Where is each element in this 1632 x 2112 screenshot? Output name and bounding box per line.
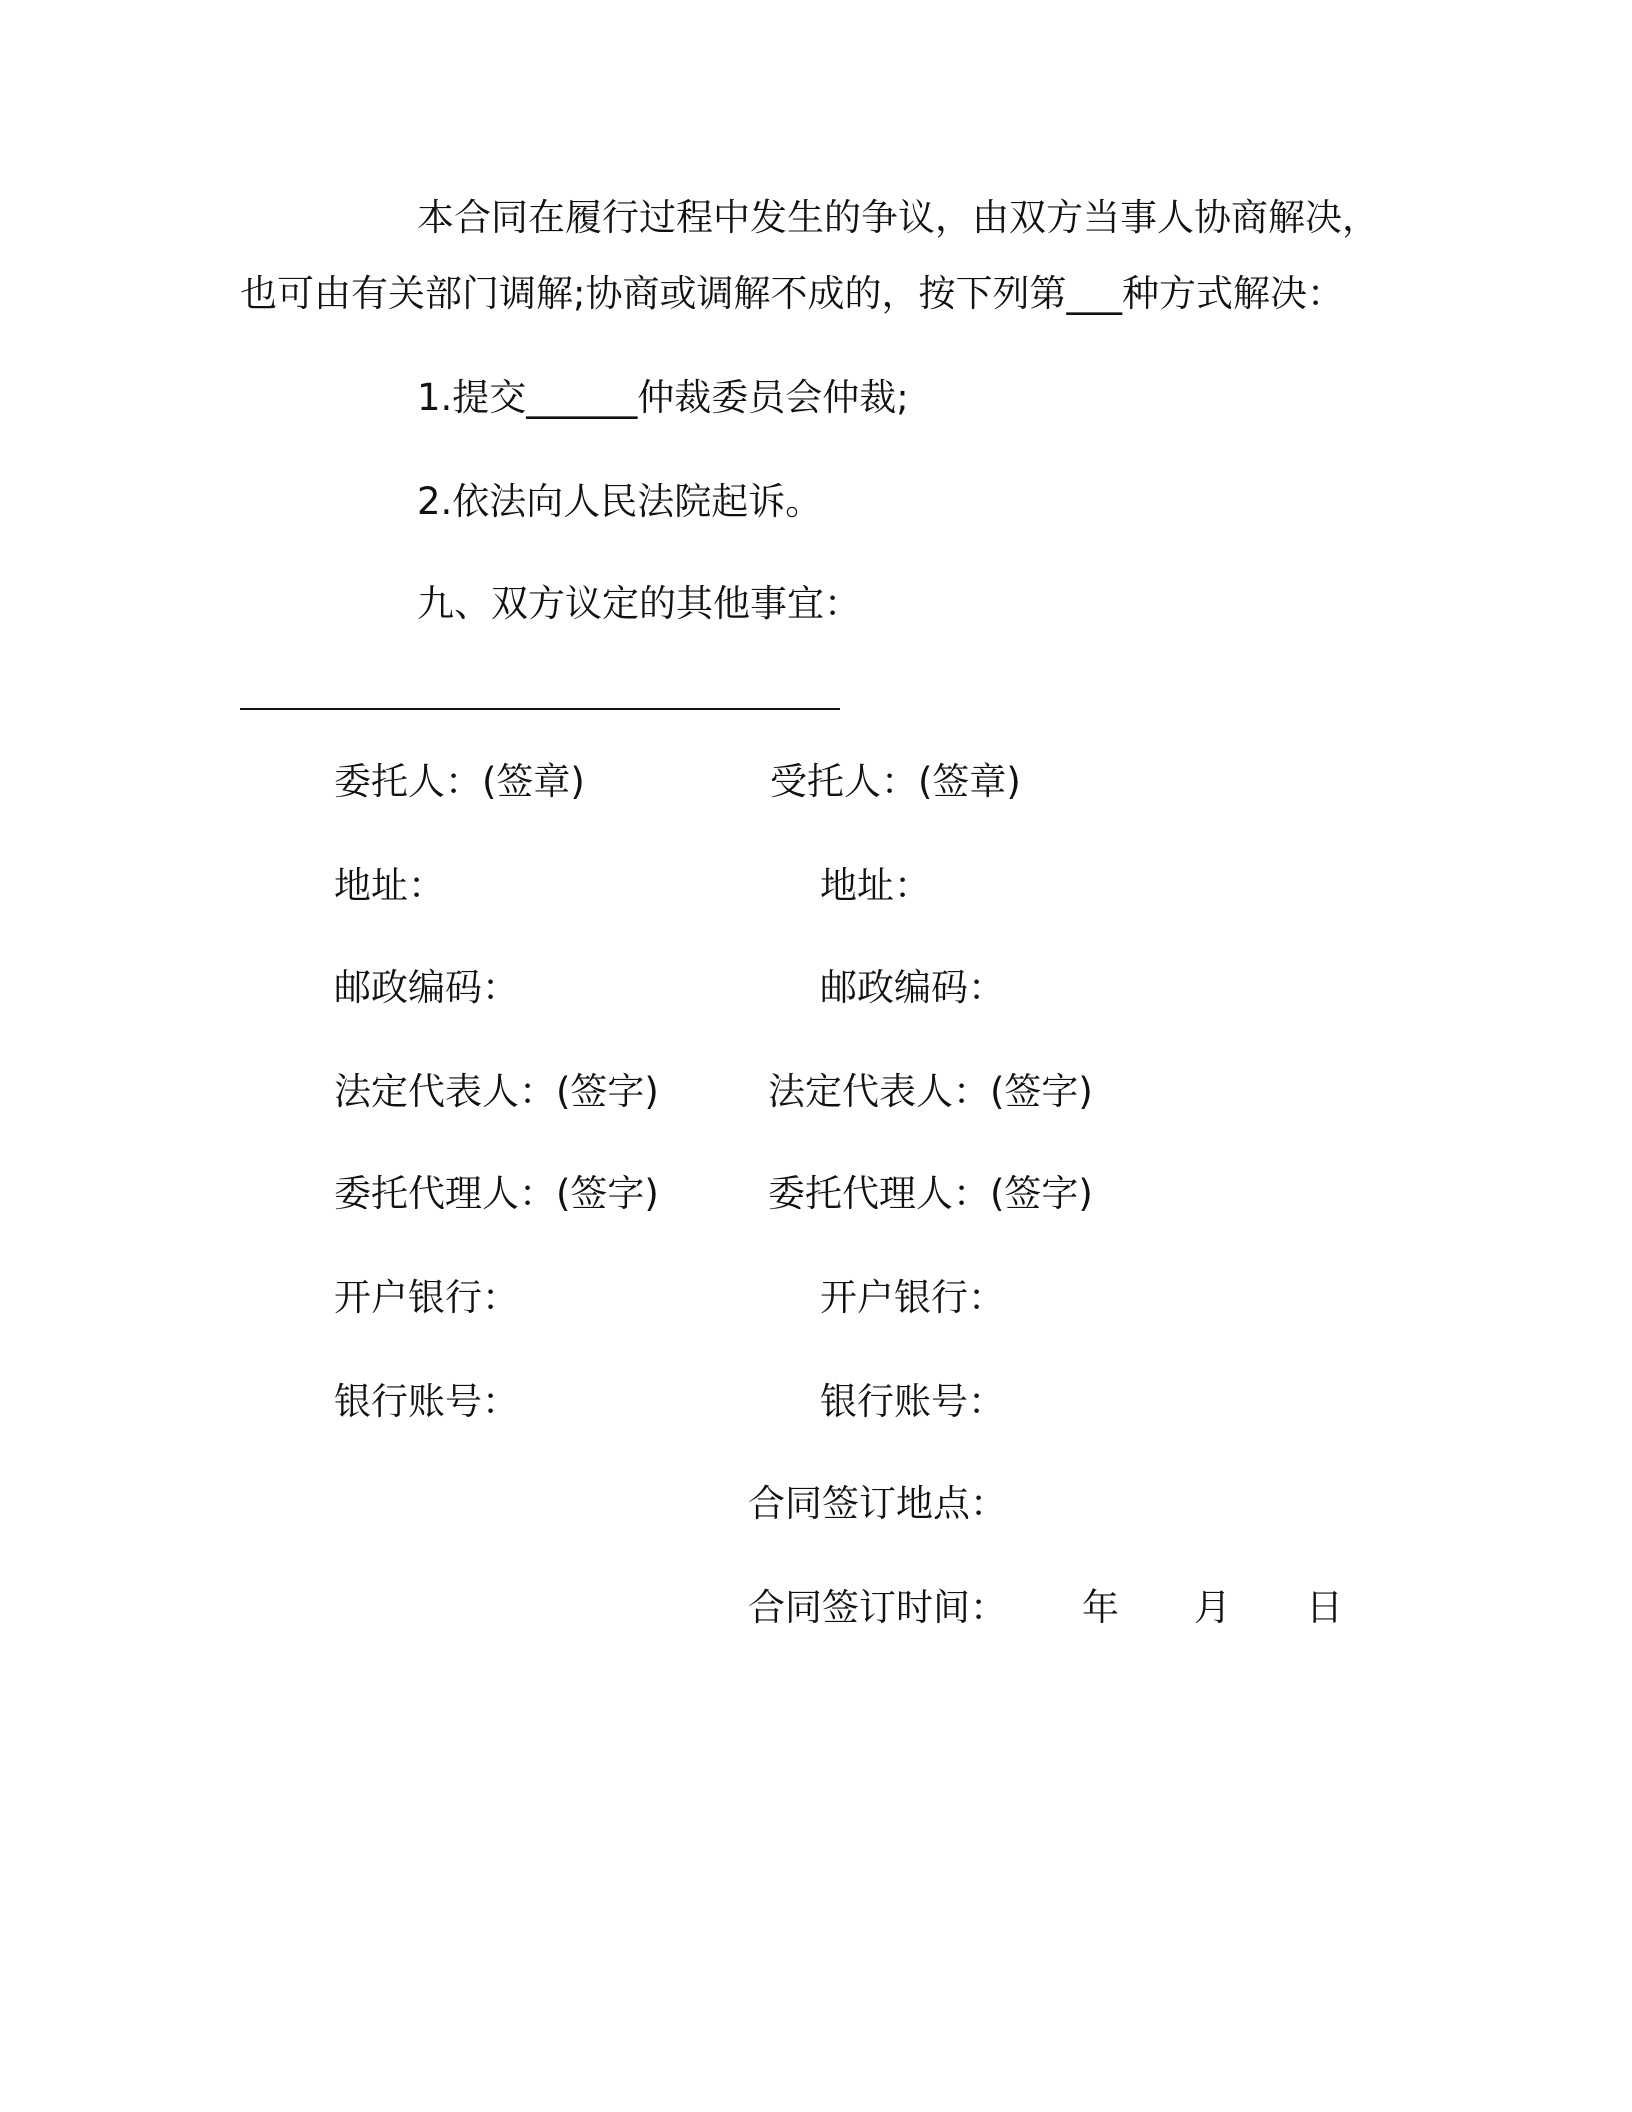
- trustee-seal-label: 受托人：(签章): [770, 760, 1021, 803]
- principal-seal-label: 委托人：(签章): [334, 760, 585, 803]
- dispute-paragraph-line-2: 也可由有关部门调解;协商或调解不成的，按下列第___种方式解决：: [240, 272, 1344, 315]
- principal-postal-code-label: 邮政编码：: [334, 966, 519, 1009]
- principal-account-label: 银行账号：: [334, 1380, 519, 1423]
- dispute-option-2: 2.依法向人民法院起诉。: [417, 480, 823, 523]
- trustee-agent-label: 委托代理人：(签字): [768, 1172, 1093, 1215]
- signing-place-label: 合同签订地点：: [748, 1482, 1007, 1525]
- trustee-postal-code-label: 邮政编码：: [820, 966, 1005, 1009]
- trustee-address-label: 地址：: [820, 864, 931, 907]
- principal-legal-rep-label: 法定代表人：(签字): [334, 1070, 659, 1113]
- signing-year-label: 年: [1082, 1586, 1119, 1629]
- dispute-paragraph-line-1: 本合同在履行过程中发生的争议，由双方当事人协商解决，: [417, 196, 1379, 239]
- signing-time-label: 合同签订时间：: [748, 1586, 1007, 1629]
- other-matters-heading: 九、双方议定的其他事宜：: [417, 582, 861, 625]
- principal-address-label: 地址：: [334, 864, 445, 907]
- trustee-account-label: 银行账号：: [820, 1380, 1005, 1423]
- trustee-bank-label: 开户银行：: [820, 1276, 1005, 1319]
- principal-bank-label: 开户银行：: [334, 1276, 519, 1319]
- principal-agent-label: 委托代理人：(签字): [334, 1172, 659, 1215]
- signing-month-label: 月: [1194, 1586, 1231, 1629]
- dispute-option-1: 1.提交______仲裁委员会仲裁;: [417, 376, 909, 419]
- trustee-legal-rep-label: 法定代表人：(签字): [768, 1070, 1093, 1113]
- other-matters-blank-line: [240, 708, 840, 710]
- signing-day-label: 日: [1306, 1586, 1343, 1629]
